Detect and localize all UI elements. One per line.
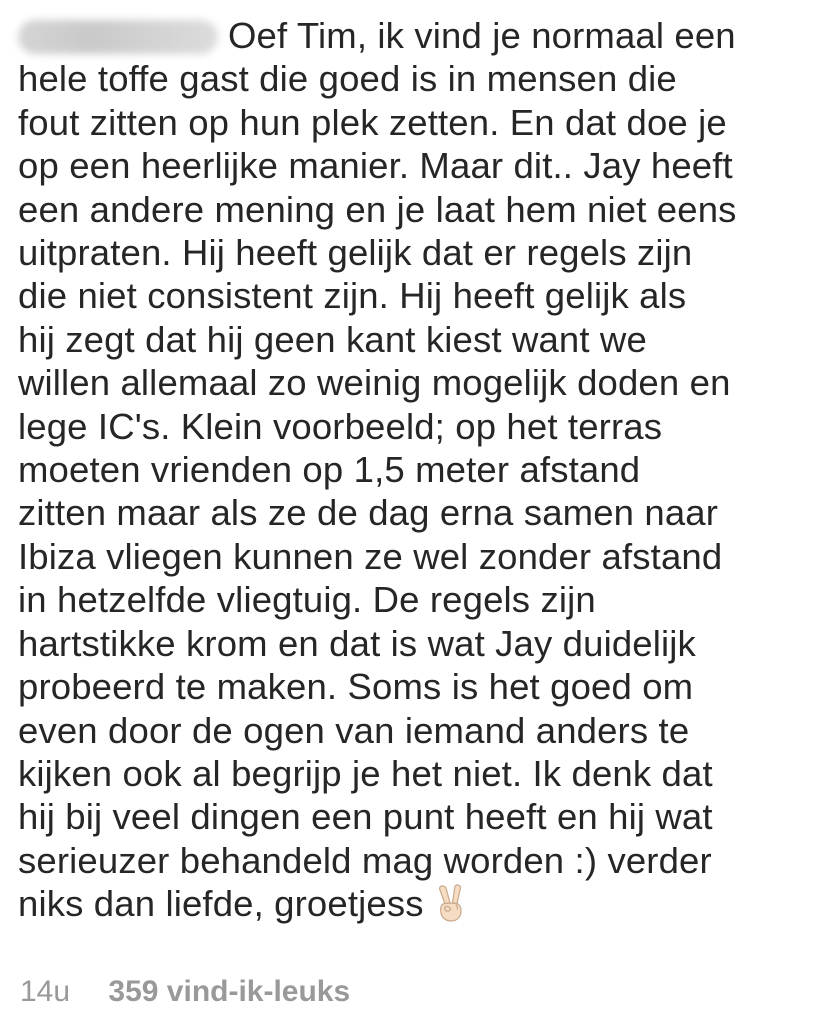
comment-line: [18, 882, 823, 925]
comment-line-text: Oef Tim, ik vind je normaal een: [228, 15, 736, 56]
comment-line: zitten maar als ze de dag erna samen naar: [18, 492, 719, 534]
comment-line: kijken ook al begrijp je het niet. Ik denk dat: [18, 752, 713, 794]
comment-line: moeten vrienden op 1,5 meter afstand: [18, 449, 641, 491]
likes-count-link[interactable]: 359 vind-ik-leuks: [108, 975, 351, 1008]
comment-line: op een heerlijke manier. Maar dit.. Jay heeft: [18, 145, 733, 187]
comment-line: serieuzer behandeld mag worden :) verder: [18, 839, 712, 881]
comment-line: hele toffe gast die goed is in mensen die: [18, 58, 677, 100]
comment-line: uitpraten. Hij heeft gelijk dat er regels zijn: [18, 232, 693, 274]
comment-line: lege IC's. Klein voorbeeld; op het terras: [18, 405, 663, 447]
comment-line: die niet consistent zijn. Hij heeft gelijk als: [18, 275, 687, 317]
victory-hand-emoji-icon: [430, 882, 472, 924]
comment-line: [18, 14, 823, 57]
comment-meta: [20, 972, 350, 1012]
comment-line: hij bij veel dingen een punt heeft en hij wat: [18, 796, 713, 838]
comment-line: even door de ogen van iemand anders te: [18, 709, 690, 751]
comment: [18, 14, 823, 926]
comment-line: fout zitten op hun plek zetten. En dat doe je: [18, 101, 727, 143]
comment-timestamp: 14u: [20, 975, 71, 1008]
comment-line: in hetzelfde vliegtuig. De regels zijn: [18, 579, 596, 621]
username-blurred[interactable]: [18, 20, 218, 54]
comment-line: hartstikke krom en dat is wat Jay duidelijk: [18, 622, 696, 664]
comment-line: willen allemaal zo weinig mogelijk doden en: [18, 362, 731, 404]
comment-line: hij zegt dat hij geen kant kiest want we: [18, 318, 647, 360]
comment-line: probeerd te maken. Soms is het goed om: [18, 666, 694, 708]
comment-line: een andere mening en je laat hem niet eens: [18, 188, 737, 230]
comment-line-text: niks dan liefde, groetjess: [18, 883, 424, 925]
comment-line: Ibiza vliegen kunnen ze wel zonder afstand: [18, 535, 723, 577]
comment-text: [18, 14, 823, 926]
